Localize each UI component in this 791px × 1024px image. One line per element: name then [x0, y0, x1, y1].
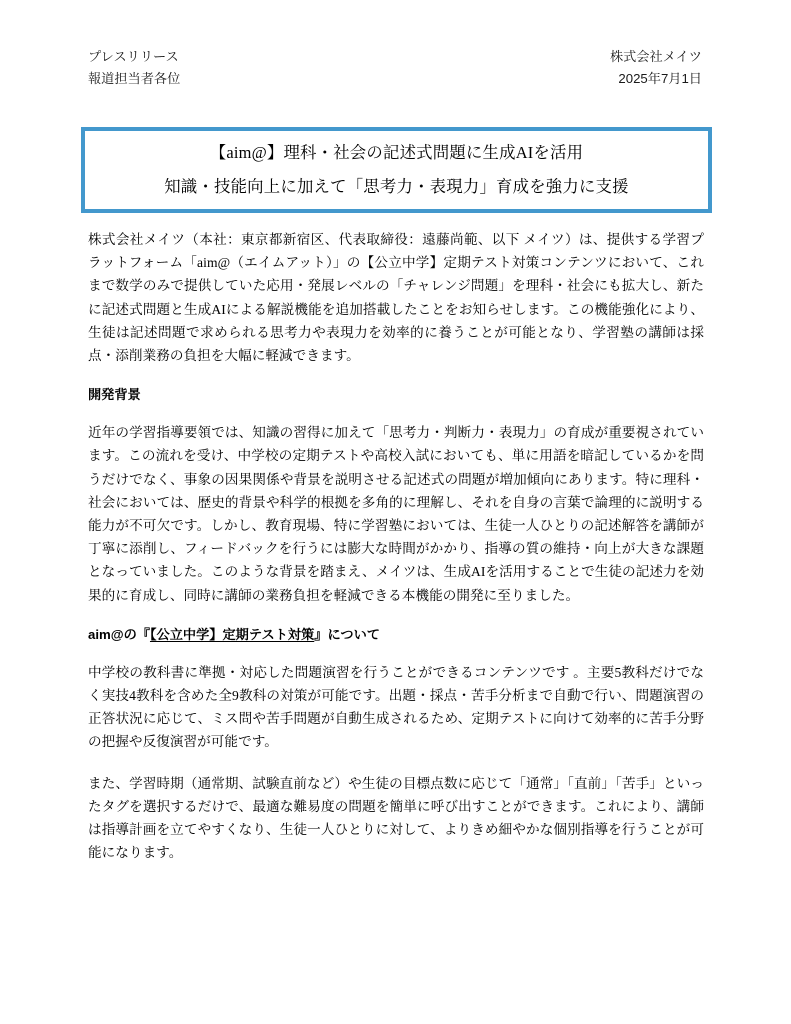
section-background-paragraph: 近年の学習指導要領では、知識の習得に加えて「思考力・判断力・表現力」の育成が重要視されています。この流れを受け、中学校の定期テストや高校入試においても、単に用語を暗記しているかを問うだけでなく、事象の因果関係や背景を説明させる記述式の問題が増加傾向にあります。特に理科・社会においては、歴史的背景や科学的根拠を多角的に理解し、それを自身の言葉で論理的に説明する能力が不可欠です。しかし、教育現場、特に学習塾においては、生徒一人ひとりの記述解答を講師が丁寧に添削し、フィードバックを行うには膨大な時間がかかり、指導の質の維持・向上が大きな課題となっていました。このような背景を踏まえ、メイツは、生成AIを活用することで生徒の記述力を効果的に育成し、同時に講師の業務負担を軽減できる本機能の開発に至りました。 [88, 425, 704, 603]
title-line-secondary: 知識・技能向上に加えて「思考力・表現力」育成を強力に支援 [164, 177, 629, 196]
document-header [88, 46, 702, 90]
header-right-column [610, 46, 702, 90]
header-press-release-label: プレスリリース [88, 49, 179, 64]
title-line-primary: 【aim@】理科・社会の記述式問題に生成AIを活用 [209, 143, 584, 162]
section-heading-underlined-text: 【公立中学】定期テスト対策 [149, 626, 315, 642]
section-aim-paragraph-2: また、学習時期（通常期、試験直前など）や生徒の目標点数に応じて「通常」「直前」「苦手」といったタグを選択するだけで、最適な難易度の問題を簡単に呼び出すことができます。これにより、講師は指導計画を立てやすくなり、生徒一人ひとりに対して、よりきめ細やかな個別指導を行うことが可能になります。 [88, 775, 704, 861]
section-heading-suffix: 』について [314, 626, 380, 642]
section-heading-aim-test-measures [88, 625, 704, 645]
header-media-contact-label: 報道担当者各位 [88, 71, 181, 86]
document-body [88, 228, 704, 882]
header-left-column [88, 46, 180, 90]
section-heading-prefix: aim@の『 [88, 626, 150, 642]
section-aim-paragraph-1: 中学校の教科書に準拠・対応した問題演習を行うことができるコンテンツです 。主要5教科だけでなく実技4教科を含めた全9教科の対策が可能です。出題・採点・苦手分析まで自動で行い、問題演習の正答状況に応じて、ミス問や苦手問題が自動生成されるため、定期テストに向けて効率的に苦手分野の把握や反復演習が可能です。 [88, 664, 704, 750]
section-heading-background: 開発背景 [88, 387, 141, 403]
header-company-name: 株式会社メイツ [609, 49, 702, 64]
header-date: 2025年7月1日 [618, 71, 702, 86]
lead-paragraph: 株式会社メイツ（本社：東京都新宿区、代表取締役：遠藤尚範、以下 メイツ）は、提供する学習プラットフォーム「aim@（エイムアット）」の【公立中学】定期テスト対策コンテンツにおいて、これまで数学のみで提供していた応用・発展レベルの「チャレンジ問題」を理科・社会にも拡大し、新たに記述式問題と生成AIによる解説機能を追加搭載したことをお知らせします。この機能強化により、生徒は記述問題で求められる思考力や表現力を効率的に養うことが可能となり、学習塾の講師は採点・添削業務の負担を大幅に軽減できます。 [88, 232, 704, 364]
title-box [81, 127, 712, 213]
